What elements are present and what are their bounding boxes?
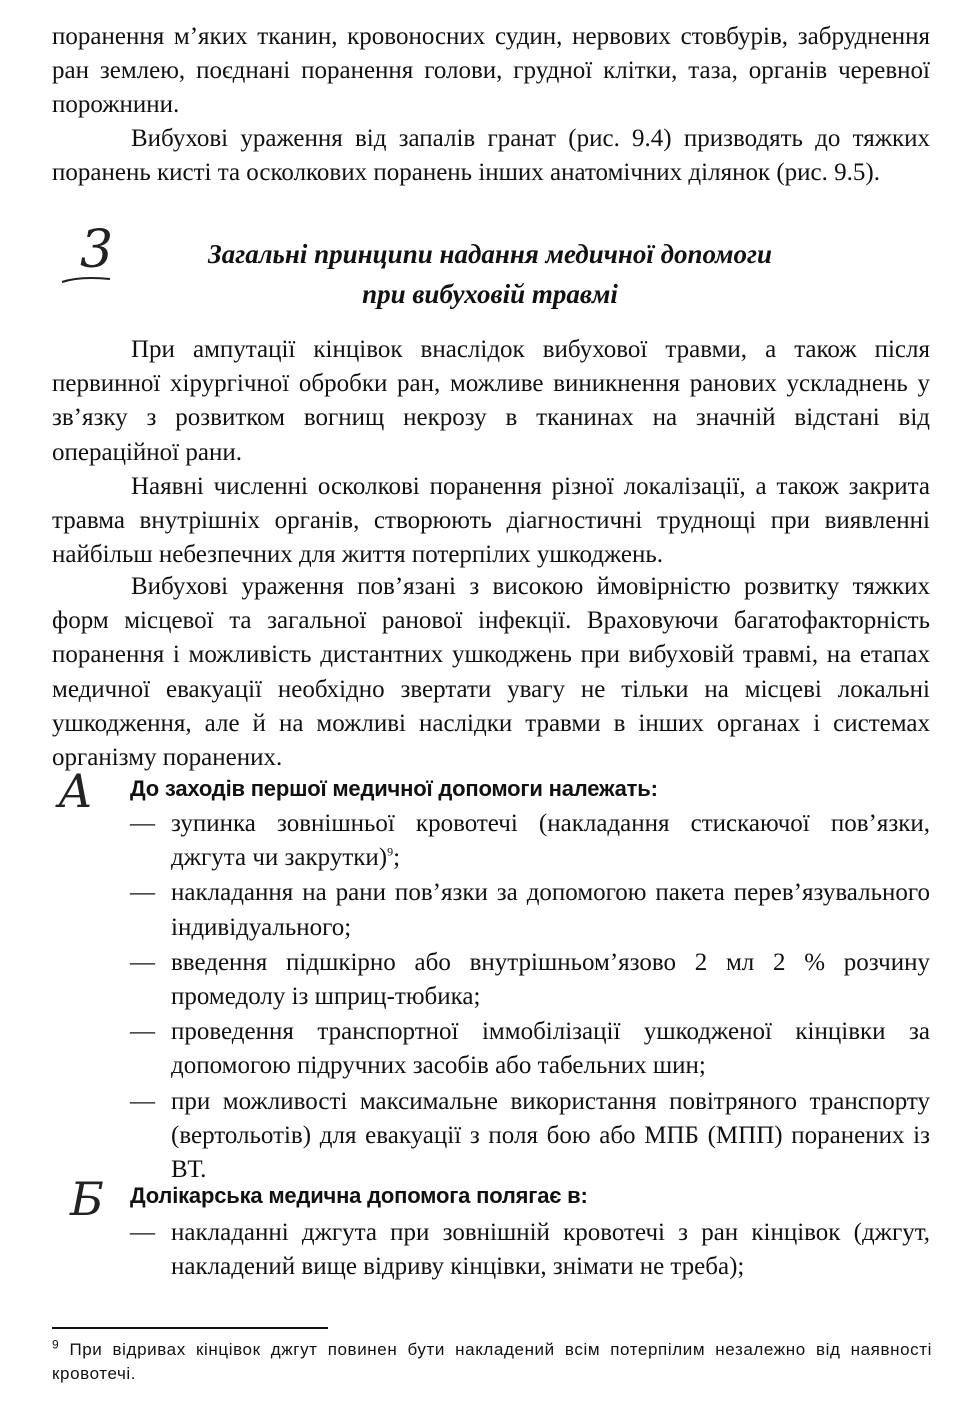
first-aid-list (130, 807, 930, 1187)
footnote-divider (52, 1327, 328, 1329)
footnote-number: 9 (52, 1337, 60, 1352)
list-dash: — (130, 1219, 155, 1246)
list-item (130, 1015, 930, 1083)
list-dash: — (130, 1087, 155, 1115)
handwritten-mark-b: Б (70, 1172, 104, 1226)
list-dash: — (130, 948, 155, 976)
intro-paragraph-2: Вибухові ураження від запалів гранат (рис. 9.4) призводять до тяжких поранень кисті та осколкових поранень інших анатомічних ділянок (рис. 9.5). (52, 125, 930, 187)
list-item (130, 1216, 930, 1284)
first-aid-title: До заходів першої медичної допомоги належать: (130, 776, 658, 801)
list-dash: — (130, 1018, 155, 1046)
footnote-text: При відривах кінцівок джгут повинен бути накладений всім потерпілим незалежно від наявності кровотечі. (52, 1340, 933, 1383)
list-item-text: зупинка зовнішньої кровотечі (накладання стискаючої пов’язки, джгута чи закрутки) (171, 810, 930, 872)
pre-medical-list (130, 1216, 930, 1284)
list-item-text: накладання на рани пов’язки за допомогою пакета перев’язувального індивідуального; (171, 879, 930, 941)
list-item (130, 946, 930, 1014)
handwritten-underline (60, 270, 120, 290)
footnote (52, 1338, 932, 1386)
body-paragraph-2: Наявні численні осколкові поранення різної локалізації, а також закрита травма внутрішніх органів, створюють діагностичні труднощі при виявленні найбільш небезпечних для життя потерпілих ушкоджень. (52, 473, 930, 569)
handwritten-mark-3: 3 (80, 220, 114, 280)
footnote-ref: 9 (387, 844, 394, 859)
section-heading-line-1: Загальні принципи надання медичної допомоги (208, 239, 772, 269)
list-item-text: при можливості максимальне використання повітряного транспорту (вертольотів) для евакуації з поля бою або МПБ (МПП) поранених із ВТ. (171, 1087, 930, 1184)
list-dash: — (130, 810, 155, 837)
list-item-tail: ; (393, 844, 401, 872)
pre-medical-title: Долікарська медична допомога полягає в: (130, 1183, 588, 1208)
body-paragraph-3: Вибухові ураження пов’язані з високою ймовірністю розвитку тяжких форм місцевої та загальної ранової інфекції. Враховуючи багатофакторність поранення і можливість дистантних ушкоджень при вибуховій травмі, на етапах медичної евакуації необхідно звертати увагу не тільки на місцеві локальні ушкодження, але й на можливі наслідки травми в інших органах і системах організму поранених. (52, 573, 930, 772)
section-heading-line-2: при вибуховій травмі (362, 279, 618, 309)
list-item (130, 807, 930, 875)
list-dash: — (130, 879, 155, 907)
list-item-text: накладанні джгута при зовнішній кровотечі з ран кінцівок (джгут, накладений вище відриву кінцівки, знімати не треба); (171, 1219, 930, 1281)
handwritten-mark-a: А (58, 764, 93, 818)
list-item (130, 1085, 930, 1188)
body-paragraph-1: При ампутації кінцівок внаслідок вибухової травми, а також після первинної хірургічної обробки ран, можливе виникнення ранових ускладнень у зв’язку з розвитком вогнищ некрозу в тканинах на значній відстані від операційної рани. (52, 336, 930, 466)
list-item-text: проведення транспортної іммобілізації ушкодженої кінцівки за допомогою підручних засобів або табельних шин; (171, 1018, 930, 1080)
list-item (130, 876, 930, 944)
intro-paragraph-1: поранення м’яких тканин, кровоносних судин, нервових стовбурів, забруднення ран землею, поєднані поранення голови, грудної клітки, таза, органів черевної порожнини. (52, 23, 930, 119)
list-item-text: введення підшкірно або внутрішньом’язово 2 мл 2 % розчину промедолу із шприц-тюбика; (171, 948, 930, 1011)
